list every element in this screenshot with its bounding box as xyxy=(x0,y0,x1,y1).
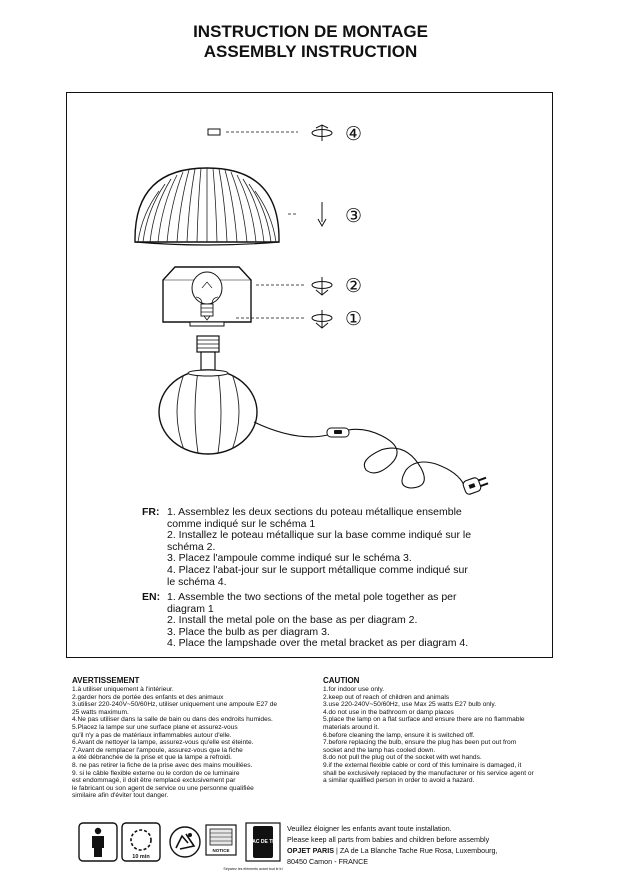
warning-line: 6.Avant de nettoyer la lampe, assurez-vous qu'elle est éteinte. xyxy=(72,739,254,747)
instruction-line: 3. Placez l'ampoule comme indiqué sur le schéma 3. xyxy=(167,552,412,565)
warning-line: 8.do not pull the plug out of the socket with wet hands. xyxy=(323,754,482,762)
language-tag-fr: FR: xyxy=(142,506,160,518)
inline-switch xyxy=(327,428,349,437)
warning-line: materials around it. xyxy=(323,723,380,731)
rotate-icon-2 xyxy=(312,277,332,295)
assembly-diagram xyxy=(66,92,553,512)
page-title-fr: INSTRUCTION DE MONTAGE xyxy=(193,22,428,41)
step-label-4: ④ xyxy=(345,123,363,145)
timer-icon xyxy=(122,823,160,861)
metal-pole xyxy=(197,336,219,370)
brand-name: OPJET PARIS xyxy=(287,846,334,855)
instruction-line: diagram 1 xyxy=(167,602,214,615)
step-label-3: ③ xyxy=(345,205,363,227)
warning-line: 1.for indoor use only. xyxy=(323,686,385,693)
instruction-line: comme indiqué sur le schéma 1 xyxy=(167,517,316,530)
language-tag-en: EN: xyxy=(142,591,161,603)
warning-line: a similar qualified person in order to avoid a hazard. xyxy=(323,777,475,785)
warning-line: 4.Ne pas utiliser dans la salle de bain ou dans des endroits humides. xyxy=(72,716,273,724)
warning-line: socket and the lamp has cooled down. xyxy=(323,746,436,754)
warning-block-en xyxy=(323,676,534,785)
lampshade-dome xyxy=(135,168,279,245)
warning-title-en: CAUTION xyxy=(323,676,360,685)
power-plug xyxy=(462,474,489,495)
warning-line: 7.before replacing the bulb, ensure the plug has been put out from xyxy=(323,739,517,747)
instruction-line: 3. Place the bulb as per diagram 3. xyxy=(167,625,330,638)
one-person-icon xyxy=(79,823,117,861)
footer-line-fr: Veuillez éloigner les enfants avant toute installation. xyxy=(287,824,452,833)
pictogram-row xyxy=(78,821,283,873)
page-title-en: ASSEMBLY INSTRUCTION xyxy=(203,42,418,61)
notice-paper-icon xyxy=(206,825,236,855)
footer-address xyxy=(287,845,498,856)
timer-label: 10 min xyxy=(132,854,150,860)
instruction-line: le schéma 4. xyxy=(167,575,227,588)
instruction-line: 1. Assemble the two sections of the metal pole together as per xyxy=(167,591,457,603)
warning-line: est endommagé, il doit être remplacé exclusivement par xyxy=(72,777,236,785)
instruction-line: 4. Place the lampshade over the metal bracket as per diagram 4. xyxy=(167,637,469,650)
warning-line: 3.utiliser 220-240V~50/60Hz, utiliser uniquement une ampoule E27 de xyxy=(72,701,278,709)
address-line: | ZA de La Blanche Tache Rue Rosa, Luxembourg, xyxy=(334,846,498,855)
warning-title-fr: AVERTISSEMENT xyxy=(72,676,140,685)
warning-line: 8. ne pas retirer la fiche de la prise avec des mains mouillées. xyxy=(72,761,253,769)
instructions-en xyxy=(142,592,468,650)
warning-line: 7.Avant de remplacer l'ampoule, assurez-vous que la fiche xyxy=(72,746,243,754)
footer-info xyxy=(287,823,498,867)
instruction-line: 1. Assemblez les deux sections du poteau métallique ensemble xyxy=(167,506,462,518)
warning-line: le fabricant ou son agent de service ou une personne qualifiée xyxy=(72,784,254,792)
footer-city: 80450 Camon - FRANCE xyxy=(287,857,369,866)
warning-line: 4.do not use in the bathroom or damp places xyxy=(323,708,454,716)
finial-part xyxy=(208,129,220,135)
warning-line: 1.à utiliser uniquement à l'intérieur. xyxy=(72,686,174,693)
warning-line: 2.keep out of reach of children and animals xyxy=(323,693,450,701)
warning-line: 9.if the external flexible cable or cord of this luminaire is damaged, it xyxy=(323,761,522,769)
warning-line: 6.before cleaning the lamp, ensure it is switched off. xyxy=(323,731,475,739)
rotate-icon-4 xyxy=(312,125,332,141)
instruction-line: schéma 2. xyxy=(167,540,216,553)
warning-line: a été débranchée de la prise et que la lampe a refroidi. xyxy=(72,754,232,762)
warning-line: 5.Placez la lampe sur une surface plane et assurez-vous xyxy=(72,723,238,731)
triman-recycle-icon xyxy=(170,827,200,857)
warning-line: qu'il n'y a pas de matériaux inflammables autour d'elle. xyxy=(72,731,232,739)
step-label-2: ② xyxy=(345,275,363,297)
warning-line: 9. si le câble flexible externe ou le cordon de ce luminaire xyxy=(72,769,240,777)
footer-line-en: Please keep all parts from babies and children before assembly xyxy=(287,835,490,844)
sorting-bin-label: BAC DE TRI xyxy=(248,839,278,845)
warning-line: similaire afin d'éviter tout danger. xyxy=(72,792,169,800)
instruction-line: 2. Installez le poteau métallique sur la base comme indiqué sur le xyxy=(167,529,472,542)
instruction-line: 4. Placez l'abat-jour sur le support métallique comme indiqué sur xyxy=(167,563,468,576)
notice-label: NOTICE xyxy=(212,848,230,853)
warning-line: 2.garder hors de portée des enfants et des animaux xyxy=(72,693,224,701)
bulb-bracket xyxy=(163,267,251,326)
warning-line: 25 watts maximum. xyxy=(72,708,129,716)
warning-line: shall be exclusively replaced by the manufacturer or his service agent or xyxy=(323,769,534,777)
instructions-fr xyxy=(142,507,471,588)
instruction-line: 2. Install the metal pole on the base as per diagram 2. xyxy=(167,614,418,627)
lamp-base xyxy=(159,370,257,454)
sorting-caption: Séparez les éléments avant tout le tri xyxy=(223,867,283,871)
warning-line: 5.place the lamp on a flat surface and ensure there are no flammable xyxy=(323,716,525,724)
sorting-bin-icon xyxy=(246,823,280,861)
step-label-1: ① xyxy=(345,308,363,330)
rotate-icon-1 xyxy=(312,310,332,328)
warning-block-fr xyxy=(72,676,277,800)
warning-line: 3.use 220-240V~50/60Hz, use Max 25 watts E27 bulb only. xyxy=(323,701,497,709)
power-cable xyxy=(254,422,464,488)
